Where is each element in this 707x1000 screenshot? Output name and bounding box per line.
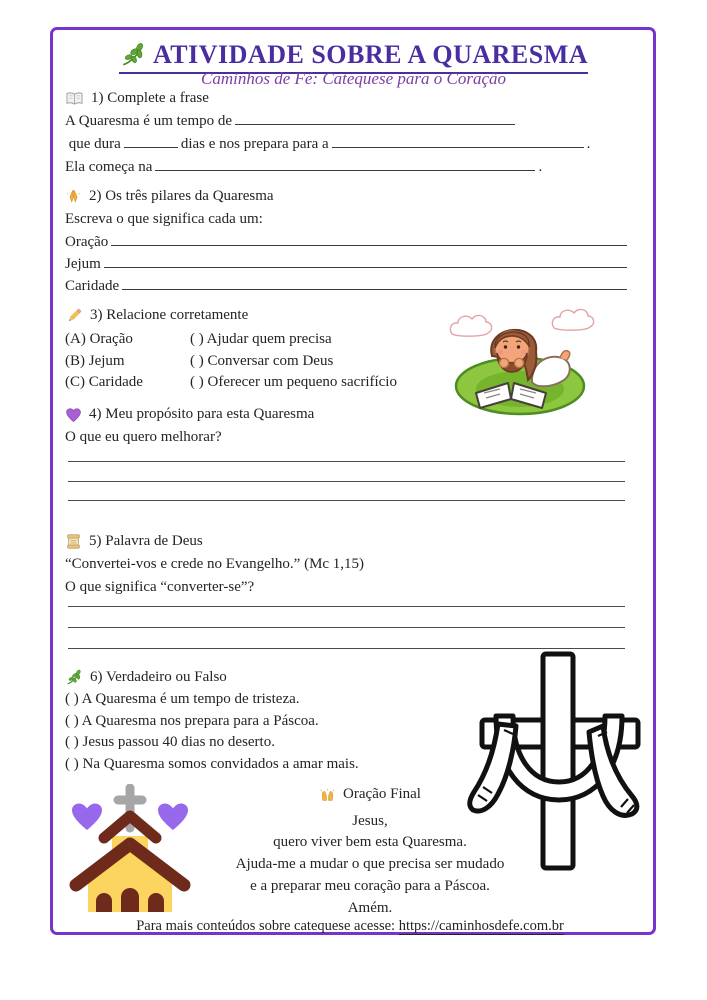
blank-line — [104, 253, 627, 268]
prayer-heading — [319, 784, 421, 806]
pillar-label: Caridade — [65, 278, 120, 294]
pillar-label: Jejum — [65, 256, 101, 272]
section2-heading-label: 2) Os três pilares da Quaresma — [89, 188, 274, 204]
blank-line — [124, 133, 178, 148]
answer-line — [68, 500, 625, 501]
footer — [50, 918, 650, 935]
true-false-item: ( ) A Quaresma nos prepara para a Páscoa. — [65, 712, 319, 729]
final-prayer — [200, 784, 540, 920]
prayer-line: e a preparar meu coração para a Páscoa. — [250, 878, 490, 895]
jesus-reading-illustration — [448, 296, 596, 418]
footer-text: Para mais conteúdos sobre catequese acesse: — [136, 918, 399, 934]
section4-question: O que eu quero melhorar? — [65, 429, 222, 445]
blank-line — [155, 156, 535, 171]
pencil-icon — [65, 307, 83, 325]
match-left: (C) Caridade — [65, 374, 143, 390]
section-relacione — [65, 304, 445, 394]
section-complete-a-frase — [65, 87, 630, 179]
fill-line-2-label-b: dias e nos prepara para a — [180, 136, 329, 152]
blank-line — [122, 275, 627, 290]
scroll-icon — [65, 533, 82, 550]
answer-line — [68, 461, 625, 462]
title-text: ATIVIDADE SOBRE A QUARESMA — [152, 40, 589, 69]
section2-heading — [65, 185, 630, 208]
section3-heading-label: 3) Relacione corretamente — [90, 307, 249, 323]
matching-exercise — [65, 329, 445, 394]
footer-link[interactable]: https://caminhosdefe.com.br — [398, 918, 564, 934]
fill-line-3: Ela começa na . — [65, 156, 630, 179]
fill-line-1 — [65, 110, 630, 133]
section-meu-proposito — [65, 403, 445, 449]
answer-line — [68, 606, 625, 607]
section4-heading-label: 4) Meu propósito para esta Quaresma — [89, 406, 315, 422]
true-false-item: ( ) Na Quaresma somos convidados a amar mais. — [65, 755, 359, 772]
herb-icon — [65, 669, 83, 686]
pillar-row — [65, 253, 630, 275]
prayer-heading-label: Oração Final — [343, 786, 421, 802]
pillar-row — [65, 275, 630, 297]
section3-heading — [65, 304, 445, 327]
true-false-item: ( ) A Quaresma é um tempo de tristeza. — [65, 691, 300, 707]
raised-hands-icon — [319, 787, 336, 803]
section5-question: O que significa “converter-se”? — [65, 579, 255, 595]
section4-heading — [65, 403, 445, 426]
prayer-line: Amém. — [347, 899, 393, 916]
true-false-item: ( ) Jesus passou 40 dias no deserto. — [65, 734, 275, 750]
pillar-label: Oração — [65, 234, 109, 250]
match-right: ( ) Ajudar quem precisa — [190, 331, 332, 347]
fill-line-2: que dura dias e nos prepara para a . — [65, 133, 630, 156]
section5-heading — [65, 530, 625, 553]
purple-heart-icon — [65, 407, 82, 423]
section1-heading — [65, 87, 630, 110]
section-tres-pilares — [65, 185, 630, 297]
blank-line — [332, 133, 584, 148]
blank-line — [111, 231, 627, 246]
match-right: ( ) Conversar com Deus — [190, 352, 334, 369]
section2-instruction: Escreva o que significa cada um: — [65, 211, 263, 227]
bible-quote: “Convertei-vos e crede no Evangelho.” (Mc 1,15) — [65, 556, 365, 572]
fill-line-3-label: Ela começa na — [65, 159, 153, 175]
church-with-hearts-illustration — [60, 784, 220, 914]
prayer-line: Ajuda-me a mudar o que precisa ser mudado — [235, 856, 505, 873]
section-verdadeiro-ou-falso — [65, 666, 465, 775]
herb-icon — [119, 42, 147, 68]
page-subtitle: Caminhos de Fé: Catequese para o Coração — [200, 69, 507, 88]
match-left: (A) Oração — [65, 331, 133, 347]
open-book-icon — [65, 91, 84, 107]
pillar-row — [65, 231, 630, 253]
answer-line — [68, 481, 625, 482]
section6-heading-label: 6) Verdadeiro ou Falso — [90, 669, 227, 685]
prayer-line: quero viver bem esta Quaresma. — [273, 834, 467, 851]
answer-line — [68, 627, 625, 628]
fill-line-1-label: A Quaresma é um tempo de — [65, 113, 233, 129]
section-palavra-de-deus — [65, 530, 625, 599]
match-left: (B) Jejum — [65, 352, 125, 369]
praying-hands-icon — [65, 188, 82, 205]
section1-heading-label: 1) Complete a frase — [91, 90, 209, 106]
section5-heading-label: 5) Palavra de Deus — [89, 533, 203, 549]
fill-line-2-label-a: que dura — [65, 136, 121, 152]
prayer-line: Jesus, — [352, 812, 388, 829]
blank-line — [235, 110, 515, 125]
section6-heading — [65, 666, 465, 689]
match-right: ( ) Oferecer um pequeno sacrifício — [190, 374, 397, 390]
